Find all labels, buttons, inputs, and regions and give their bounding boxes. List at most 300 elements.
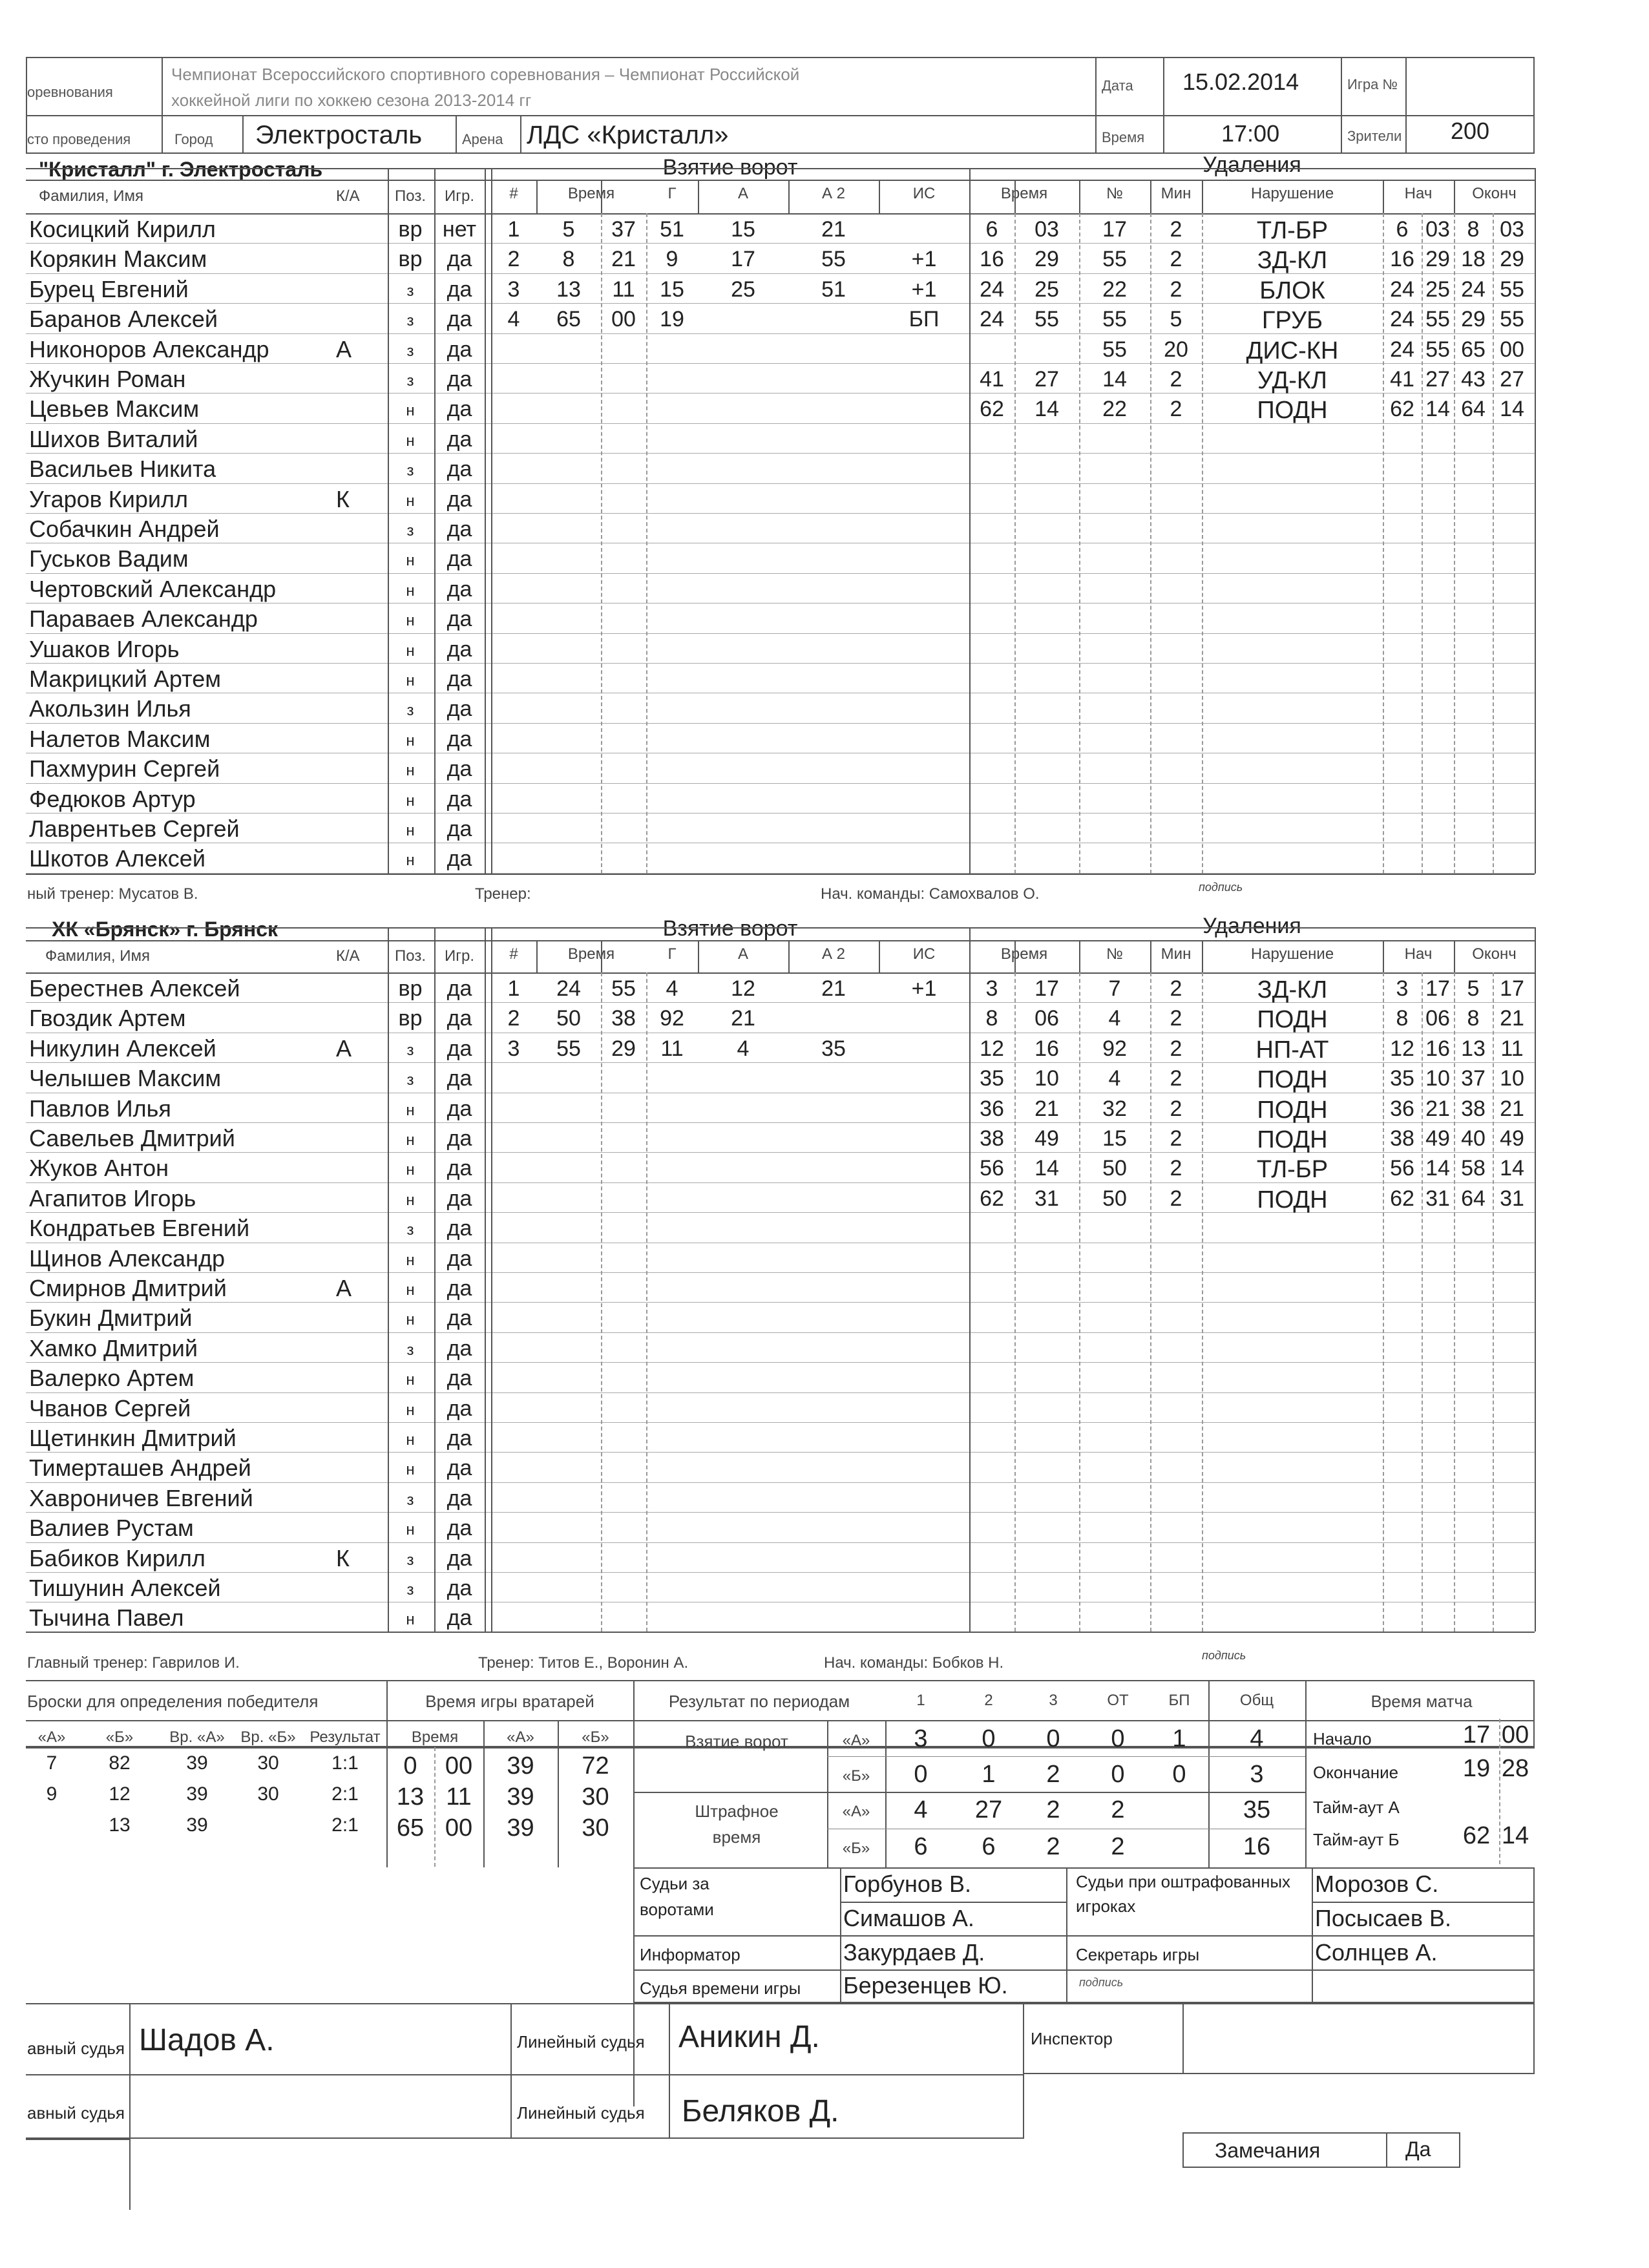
player-name: Угаров Кирилл (29, 485, 189, 512)
player-played: да (446, 1306, 472, 1331)
penalty-cell-es: 31 (1500, 1186, 1524, 1211)
period-col-header: 1 (916, 1692, 925, 1709)
goal-cell-g: 4 (666, 976, 678, 1001)
penalty-cell-m: 24 (980, 307, 1004, 332)
grid-line (601, 940, 602, 972)
penalty-cell-es: 11 (1500, 1036, 1524, 1061)
date-value: 15.02.2014 (1182, 68, 1299, 95)
period-cell: 0 (1172, 1761, 1186, 1788)
penalty-cell-bs: 06 (1425, 1006, 1450, 1031)
penalty-col-header: Нарушение (1250, 945, 1334, 963)
goal-col-header: Г (667, 945, 677, 963)
player-position: н (406, 762, 415, 780)
player-name: Валерко Артем (29, 1365, 194, 1392)
player-position: н (406, 492, 415, 510)
grid-line (1079, 972, 1080, 1632)
penalty-cell-em: 18 (1461, 247, 1486, 272)
grid-line (491, 168, 492, 874)
player-played: да (446, 547, 472, 572)
penalty-cell-min: 2 (1170, 367, 1182, 392)
player-played: да (446, 846, 472, 872)
player-name: Хамко Дмитрий (29, 1334, 198, 1361)
grid-line (491, 927, 492, 1632)
shootout-cell: 39 (186, 1783, 208, 1805)
penalty-col-header: Нарушение (1250, 185, 1334, 202)
grid-line (1383, 940, 1384, 972)
player-name: Щинов Александр (29, 1244, 226, 1272)
shootout-title: Броски для определения победителя (27, 1692, 319, 1711)
player-name: Ушаков Игорь (29, 635, 180, 662)
player-played: да (446, 457, 472, 482)
period-cell: 0 (1046, 1725, 1060, 1752)
player-name: Тишунин Алексей (29, 1575, 221, 1601)
grid-line (1454, 972, 1455, 1632)
goalie-time-min: 13 (396, 1783, 425, 1811)
player-played: да (446, 397, 472, 422)
goalie-time-sec: 00 (445, 1752, 473, 1780)
player-name: Смирнов Дмитрий (29, 1275, 227, 1301)
grid-line (1202, 940, 1203, 972)
penalty-cell-bs: 16 (1425, 1036, 1450, 1061)
player-position: н (406, 642, 415, 660)
grid-line (879, 940, 880, 972)
grid-line (26, 1512, 1535, 1513)
goal-col-header: ИС (912, 945, 936, 963)
penalty-cell-em: 43 (1461, 367, 1486, 392)
player-name: Никоноров Александр (29, 335, 269, 362)
team-a-title: "Кристалл" г. Электросталь (39, 158, 323, 181)
grid-line (26, 783, 1535, 784)
penalty-cell-bs: 55 (1425, 337, 1450, 362)
goalie-time-col-header: Время (411, 1728, 459, 1746)
period-team-label: «А» (842, 1803, 870, 1820)
player-name: Акользин Илья (29, 695, 191, 722)
grid-line (1014, 940, 1016, 972)
player-played: да (446, 337, 472, 362)
period-team-label: «А» (842, 1732, 870, 1749)
timekeeper-value: Березенцев Ю. (843, 1972, 1008, 1999)
player-played: да (446, 1276, 472, 1301)
penalty-cell-es: 29 (1500, 247, 1524, 272)
col-ka-header: К/А (336, 187, 360, 205)
penalty-cell-bm: 41 (1390, 367, 1414, 392)
penalty-cell-m: 62 (980, 397, 1004, 422)
period-team-label: «Б» (842, 1840, 870, 1857)
player-position: н (406, 792, 415, 810)
penalty-cell-es: 00 (1500, 337, 1524, 362)
goal-col-header: Г (667, 185, 677, 202)
player-name: Берестнев Алексей (29, 975, 240, 1002)
grid-line (969, 168, 971, 874)
player-name: Тычина Павел (29, 1604, 184, 1632)
penalty-cell-s: 16 (1035, 1036, 1059, 1061)
period-cell: 6 (982, 1833, 996, 1860)
penalty-cell-em: 64 (1461, 397, 1486, 422)
penalty-cell-m: 35 (980, 1066, 1004, 1091)
penalty-col-header: № (1106, 185, 1123, 202)
period-team-label: «Б» (842, 1767, 870, 1785)
grid-line (434, 927, 436, 1632)
team-b-goals-title: Взятие ворот (662, 916, 798, 941)
match-start-label: Начало (1313, 1729, 1372, 1748)
player-name: Агапитов Игорь (29, 1184, 196, 1212)
officials-sign: подпись (1079, 1976, 1124, 1989)
player-name: Шихов Виталий (29, 425, 198, 452)
grid-line (388, 927, 389, 1632)
player-position: н (406, 1461, 415, 1479)
linesman-1-label: Линейный судья (517, 2032, 645, 2052)
col-play-header: Игр. (444, 187, 475, 205)
player-played: да (446, 1186, 472, 1211)
goal-col-header: А 2 (821, 185, 846, 202)
goal-cell-n: 2 (507, 247, 520, 272)
penalty-cell-min: 2 (1170, 1096, 1182, 1121)
penalty-cell-no: 55 (1102, 307, 1127, 332)
goal-cell-m: 13 (556, 277, 581, 302)
goal-cell-n: 1 (507, 217, 520, 242)
penalty-cell-s: 49 (1035, 1126, 1059, 1151)
player-position: н (406, 1371, 415, 1389)
grid-line (26, 927, 1535, 929)
col-play-header-b: Игр. (444, 947, 475, 965)
penalty-cell-min: 20 (1164, 337, 1188, 362)
player-played: да (446, 757, 472, 782)
goal-col-header: Время (567, 185, 615, 202)
player-name: Баранов Алексей (29, 306, 218, 333)
remarks-label: Замечания (1215, 2139, 1321, 2162)
penalty-cell-bs: 25 (1425, 277, 1450, 302)
player-played: да (446, 367, 472, 392)
penalty-cell-min: 2 (1170, 1156, 1182, 1181)
period-cell: 1 (982, 1761, 996, 1788)
shootout-cell: 30 (257, 1783, 279, 1805)
penalty-col-header: Оконч (1472, 185, 1517, 202)
player-name: Букин Дмитрий (29, 1305, 193, 1332)
team-a-sign: подпись (1199, 881, 1243, 894)
grid-line (26, 1632, 1535, 1633)
grid-line (1202, 213, 1203, 874)
match-start-min: 17 (1462, 1721, 1491, 1748)
shootout-cell: 39 (186, 1752, 208, 1774)
penalty-cell-bs: 21 (1425, 1096, 1450, 1121)
period-cell: 2 (1046, 1833, 1060, 1860)
player-name: Челышев Максим (29, 1065, 222, 1092)
informer-label: Информатор (640, 1945, 740, 1964)
penalty-cell-bs: 14 (1425, 1156, 1450, 1181)
penalty-cell-min: 2 (1170, 1036, 1182, 1061)
penalty-cell-em: 64 (1461, 1186, 1486, 1211)
goal-cell-g: 9 (666, 247, 678, 272)
grid-line (1079, 213, 1080, 874)
player-name: Параваев Александр (29, 605, 258, 633)
goal-judge-2: Симашов А. (843, 1905, 974, 1931)
player-position: з (406, 282, 414, 300)
grid-line (969, 927, 971, 1632)
team-b-coach: Тренер: Титов Е., Воронин А. (478, 1654, 689, 1672)
goal-cell-s: 29 (611, 1036, 636, 1061)
period-col-header: 3 (1049, 1692, 1058, 1709)
goal-cell-g: 92 (660, 1006, 684, 1031)
player-name: Валиев Рустам (29, 1515, 194, 1542)
linesman-2-label: Линейный судья (517, 2103, 645, 2123)
grid-line (536, 940, 538, 972)
grid-line (26, 1302, 1535, 1303)
penalty-cell-m: 12 (980, 1036, 1004, 1061)
player-name: Гвоздик Артем (29, 1005, 186, 1032)
penalty-cell-es: 21 (1500, 1096, 1524, 1121)
goal-cell-is: +1 (911, 976, 937, 1001)
penalty-cell-m: 36 (980, 1096, 1004, 1121)
shootout-cell: 9 (46, 1783, 58, 1805)
penalty-cell-bm: 6 (1396, 217, 1409, 242)
penalty-cell-m: 41 (980, 367, 1004, 392)
grid-line (26, 213, 1535, 215)
player-name: Лаврентьев Сергей (29, 815, 240, 842)
player-played: да (446, 1216, 472, 1241)
goal-cell-a2: 21 (821, 217, 846, 242)
player-played: да (446, 1426, 472, 1451)
match-start-sec: 00 (1501, 1721, 1529, 1748)
penalty-cell-inf: ЗД-КЛ (1257, 976, 1328, 1003)
penalty-cell-es: 55 (1500, 277, 1524, 302)
player-role: К (336, 1544, 350, 1571)
player-played: да (446, 607, 472, 632)
penalty-cell-inf: ПОДН (1257, 1066, 1328, 1094)
inspector-label: Инспектор (1031, 2029, 1113, 2048)
player-name: Корякин Максим (29, 246, 207, 273)
competition-label: оревнования (27, 84, 113, 100)
player-played: да (446, 1546, 472, 1571)
grid-line (434, 168, 436, 874)
goal-cell-a2: 55 (821, 247, 846, 272)
secretary-label: Секретарь игры (1076, 1945, 1200, 1964)
grid-line (26, 573, 1535, 574)
penalty-cell-m: 56 (980, 1156, 1004, 1181)
goal-col-header: # (509, 185, 518, 202)
shootout-cell: 2:1 (331, 1814, 359, 1836)
goalie-time-a: 39 (507, 1752, 534, 1780)
time-value: 17:00 (1221, 120, 1280, 147)
penalty-cell-bs: 31 (1425, 1186, 1450, 1211)
grid-line (26, 1332, 1535, 1333)
match-time-title: Время матча (1371, 1692, 1473, 1711)
player-position: н (406, 582, 415, 600)
penalty-cell-inf: УД-КЛ (1257, 367, 1327, 394)
team-b-penalties-title: Удаления (1203, 914, 1301, 938)
grid-line (26, 972, 1535, 974)
player-name: Гуськов Вадим (29, 545, 189, 572)
player-played: да (446, 1126, 472, 1151)
player-played: да (446, 1606, 472, 1631)
penalty-cell-bm: 35 (1390, 1066, 1414, 1091)
player-name: Чванов Сергей (29, 1394, 191, 1422)
goalie-time-col-header: «Б» (582, 1728, 609, 1746)
player-position: н (406, 432, 415, 450)
player-position: вр (398, 976, 423, 1001)
penalty-cell-bs: 14 (1425, 397, 1450, 422)
grid-line (1422, 213, 1423, 874)
grid-line (26, 940, 1535, 941)
main-referee-value: Шадов А. (139, 2023, 275, 2057)
penalty-cell-min: 5 (1170, 307, 1182, 332)
match-end-min: 19 (1462, 1755, 1491, 1782)
goalie-time-col-header: «А» (507, 1728, 534, 1746)
player-name: Собачкин Андрей (29, 516, 220, 542)
penalty-cell-min: 2 (1170, 397, 1182, 422)
period-cell: 0 (1111, 1725, 1125, 1752)
penalty-cell-min: 2 (1170, 1126, 1182, 1151)
penalty-col-header: Мин (1161, 945, 1192, 963)
period-cell: 4 (914, 1796, 928, 1823)
player-name: Бабиков Кирилл (29, 1544, 205, 1571)
player-position: н (406, 852, 415, 870)
goalie-time-b: 30 (582, 1814, 609, 1842)
period-cell: 2 (1111, 1833, 1125, 1860)
penalty-cell-inf: ТЛ-БР (1256, 1156, 1329, 1184)
time-label: Время (1102, 129, 1145, 145)
goal-cell-s: 37 (611, 217, 636, 242)
grid-line (1383, 972, 1384, 1632)
grid-line (1454, 180, 1455, 213)
penalty-cell-no: 92 (1102, 1036, 1127, 1061)
penalty-cell-s: 06 (1035, 1006, 1059, 1031)
main-referee-2-label: авный судья (27, 2103, 125, 2123)
goal-col-header: Время (567, 945, 615, 963)
player-position: з (406, 462, 414, 480)
timeout-a-label: Тайм-аут А (1313, 1798, 1400, 1817)
grid-line (698, 940, 699, 972)
grid-line (26, 1482, 1535, 1483)
penalty-cell-no: 22 (1102, 277, 1127, 302)
goal-cell-n: 4 (507, 307, 520, 332)
player-played: да (446, 277, 472, 302)
grid-line (827, 1720, 828, 1867)
goalie-time-b: 30 (582, 1783, 609, 1811)
goal-cell-is: +1 (911, 277, 937, 302)
penalty-cell-m: 8 (985, 1006, 998, 1031)
goalie-time-b: 72 (582, 1752, 609, 1780)
player-position: н (406, 1311, 415, 1329)
period-cell: 4 (1250, 1725, 1264, 1752)
team-b-sign: подпись (1202, 1649, 1246, 1662)
grid-line (26, 483, 1535, 484)
penalty-cell-em: 5 (1467, 976, 1480, 1001)
goalie-time-a: 39 (507, 1814, 534, 1842)
grid-line (26, 1392, 1535, 1393)
grid-line (1150, 972, 1151, 1632)
penalty-cell-min: 2 (1170, 217, 1182, 242)
goalie-time-a: 39 (507, 1783, 534, 1811)
period-cell: 35 (1243, 1796, 1271, 1823)
player-name: Щетинкин Дмитрий (29, 1425, 236, 1451)
player-position: з (406, 342, 414, 360)
arena-label: Арена (462, 131, 503, 147)
main-referee-label: авный судья (27, 2039, 125, 2058)
player-played: нет (442, 217, 477, 242)
penalty-cell-bm: 24 (1390, 277, 1414, 302)
penalty-cell-bs: 03 (1425, 217, 1450, 242)
player-position: н (406, 1611, 415, 1629)
player-role: А (336, 1275, 352, 1301)
grid-line (646, 972, 647, 1632)
linesman-2-value: Беляков Д. (682, 2094, 839, 2128)
competition-line-2: хоккейной лиги по хоккею сезона 2013-2014 гг (171, 90, 532, 110)
goal-col-header: А (737, 945, 748, 963)
penalty-cell-m: 24 (980, 277, 1004, 302)
penalty-cell-s: 14 (1035, 397, 1059, 422)
grid-line (879, 180, 880, 213)
goal-cell-g: 11 (660, 1036, 684, 1061)
shootout-cell: 13 (109, 1814, 131, 1836)
penalty-cell-no: 4 (1108, 1006, 1121, 1031)
arena-value: ЛДС «Кристалл» (527, 121, 729, 149)
goal-cell-n: 2 (507, 1006, 520, 1031)
goal-cell-a: 4 (737, 1036, 750, 1061)
penalty-cell-bm: 16 (1390, 247, 1414, 272)
player-name: Косицкий Кирилл (29, 216, 216, 242)
penalty-cell-bs: 17 (1425, 976, 1450, 1001)
grid-line (26, 168, 1535, 169)
player-position: н (406, 672, 415, 689)
penalty-cell-s: 55 (1035, 307, 1059, 332)
penalty-cell-bs: 55 (1425, 307, 1450, 332)
shootout-cell: 82 (109, 1752, 131, 1774)
city-label: Город (174, 131, 213, 147)
penalty-cell-inf: ПОДН (1257, 1096, 1328, 1124)
player-played: да (446, 1156, 472, 1181)
player-name: Павлов Илья (29, 1095, 171, 1122)
grid-line (1454, 213, 1455, 874)
player-position: н (406, 1401, 415, 1419)
grid-line (26, 1362, 1535, 1363)
player-played: да (446, 1366, 472, 1391)
game-number-label: Игра № (1347, 76, 1398, 92)
penalty-cell-no: 55 (1102, 247, 1127, 272)
grid-line (633, 1792, 1305, 1793)
goal-col-header: А (737, 185, 748, 202)
goal-cell-n: 1 (507, 976, 520, 1001)
grid-line (26, 1272, 1535, 1273)
penalty-cell-m: 38 (980, 1126, 1004, 1151)
penalty-cell-bm: 8 (1396, 1006, 1409, 1031)
penalty-cell-es: 55 (1500, 307, 1524, 332)
penalty-cell-es: 14 (1500, 1156, 1524, 1181)
grid-line (26, 633, 1535, 634)
player-played: да (446, 697, 472, 722)
player-name: Шкотов Алексей (29, 845, 205, 872)
penalty-col-header: Время (1000, 185, 1048, 202)
player-played: да (446, 517, 472, 541)
penalty-cell-bs: 10 (1425, 1066, 1450, 1091)
player-played: да (446, 247, 472, 272)
goal-cell-s: 00 (611, 307, 636, 332)
grid-line (485, 168, 486, 874)
grid-line (601, 213, 602, 874)
grid-line (1202, 972, 1203, 1632)
goal-cell-m: 50 (556, 1006, 581, 1031)
penalty-cell-em: 24 (1461, 277, 1486, 302)
grid-line (646, 213, 647, 874)
period-cell: 2 (1111, 1796, 1125, 1823)
penalty-judge-1: Морозов С. (1315, 1871, 1439, 1897)
player-played: да (446, 1246, 472, 1271)
player-name: Цевьев Максим (29, 395, 200, 423)
penalty-col-header: Нач (1404, 185, 1433, 202)
penalty-cell-inf: ДИС-КН (1246, 337, 1339, 364)
player-name: Васильев Никита (29, 456, 216, 483)
grid-line (1014, 972, 1016, 1632)
penalty-cell-inf: БЛОК (1259, 277, 1325, 304)
